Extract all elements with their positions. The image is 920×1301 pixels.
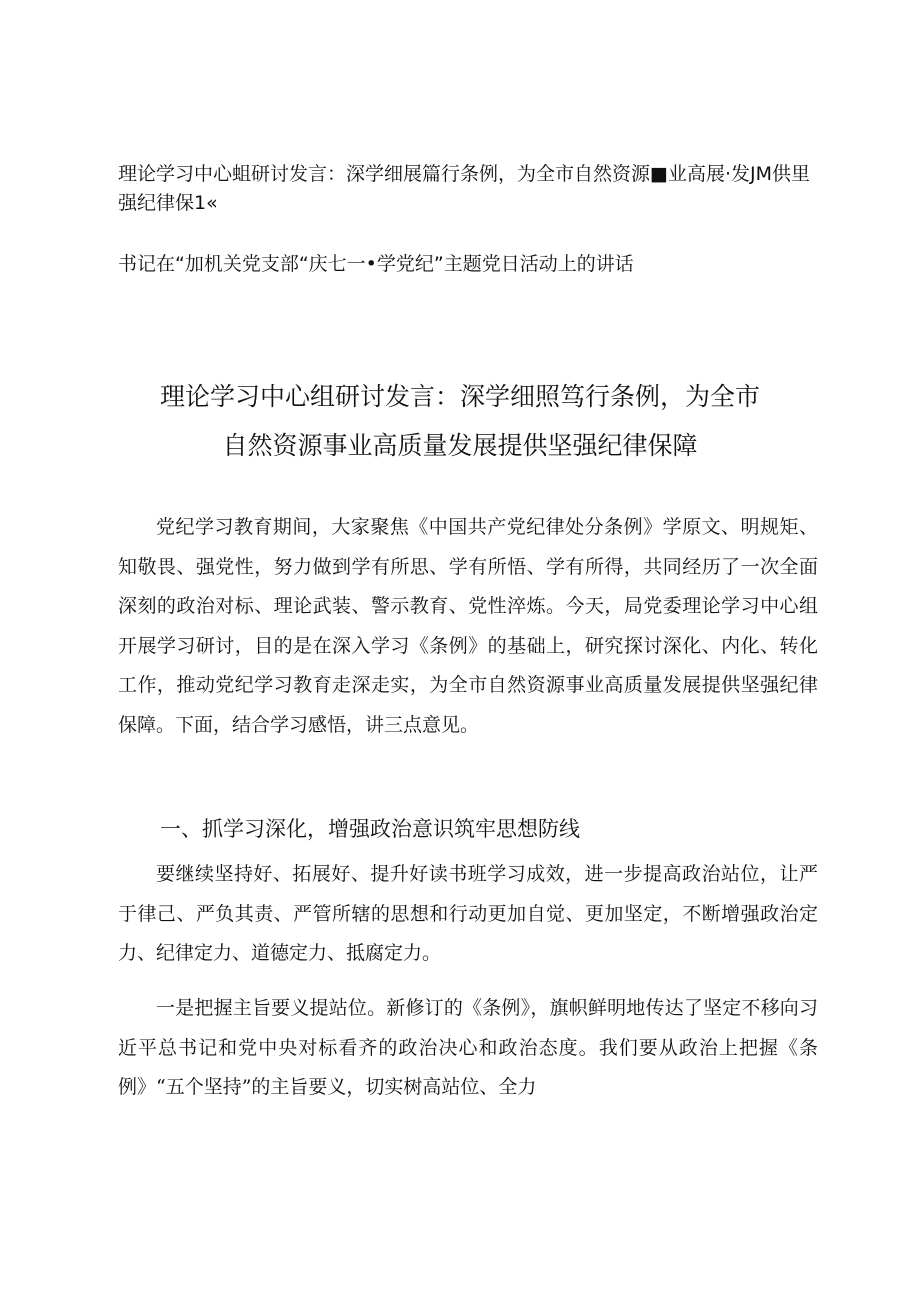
document-title-line-2: 自然资源事业高质量发展提供坚强纪律保障 <box>222 431 698 460</box>
intro-paragraph: 党纪学习教育期间，大家聚焦《中国共产党纪律处分条例》学原文、明规矩、知敬畏、强党性，努力做到学有所思、学有所悟、学有所得，共同经历了一次全面深刻的政治对标、理论武装、警示教育、党性淬炼。今天，局党委理论学习中心组开展学习研讨，目的是在深入学习《条例》的基础上，研究探讨深化、内化、转化工作，推动党纪学习教育走深走实，为全市自然资源事业高质量发展提供坚强纪律保障。下面，结合学习感悟，讲三点意见。 <box>118 516 818 736</box>
toc-entry-2: 书记在“加机关党支部“庆七一•学党纪”主题党日活动上的讲话 <box>118 253 634 275</box>
document-title <box>120 372 800 470</box>
section-1-heading: 一、抓学习深化，增强政治意识筑牢思想防线 <box>160 817 580 841</box>
document-title-line-1: 理论学习中心组研讨发言：深学细照笃行条例，为全市 <box>159 382 760 411</box>
toc-entry-1: 理论学习中心蛆研讨发言：深学细展篇行条例，为全市自然资源■业高展·发JM供里强纪律保1« <box>118 163 810 214</box>
section-1-paragraph-2: 一是把握主旨要义提站位。新修订的《条例》，旗帜鲜明地传达了坚定不移向习近平总书记和党中央对标看齐的政治决心和政治态度。我们要从政治上把握《条例》“五个坚持”的主旨要义，切实树高站位、全力 <box>118 997 818 1098</box>
section-1-paragraph-1: 要继续坚持好、拓展好、提升好读书班学习成效，进一步提高政治站位，让严于律己、严负其责、严管所辖的思想和行动更加自觉、更加坚定，不断增强政治定力、纪律定力、道德定力、抵腐定力。 <box>118 863 818 964</box>
